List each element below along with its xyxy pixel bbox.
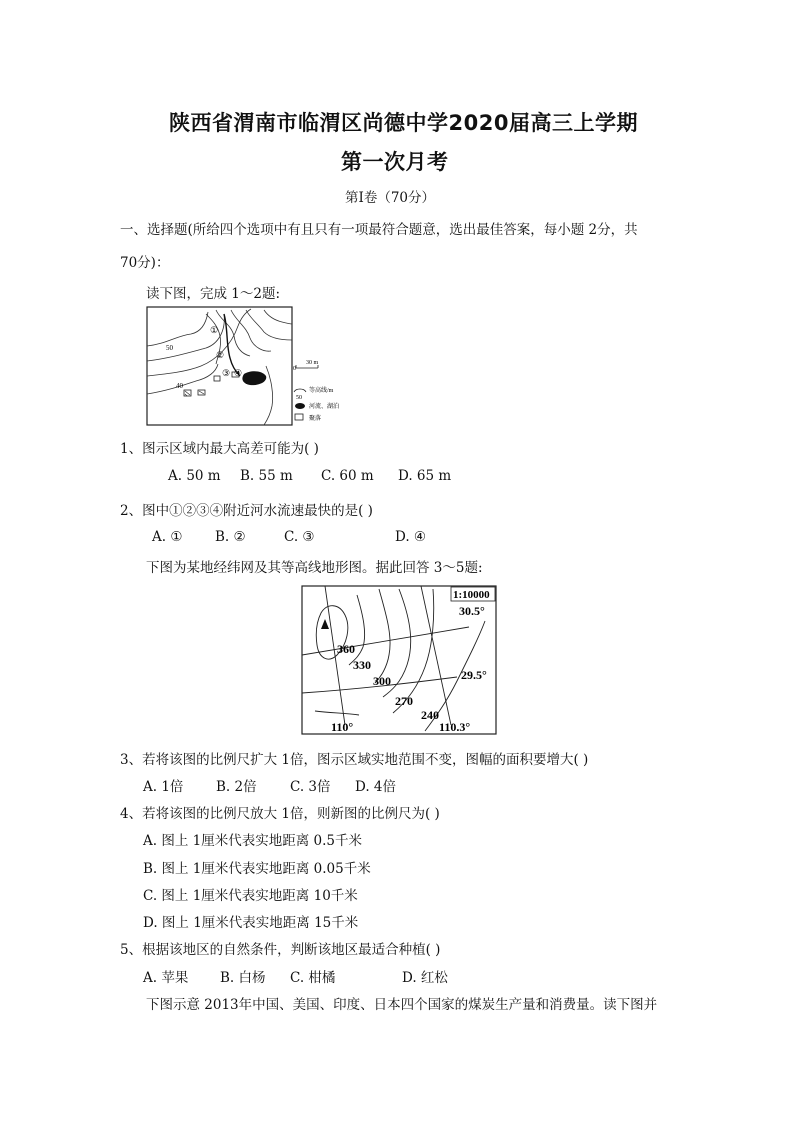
marker-2: ② [216, 350, 225, 360]
legend-contour-label: 等高线/m [309, 388, 334, 394]
peak-icon [321, 619, 329, 629]
legend-lake-label: 河流、湖泊 [309, 404, 340, 410]
lon-east-label: 110.3° [439, 720, 471, 734]
document-title-line1: 陕西省渭南市临渭区尚德中学2020届高三上学期 [169, 111, 638, 135]
scale-label: 30 m [306, 360, 319, 366]
contour-label-360: 360 [337, 642, 355, 656]
legend-village-icon [295, 414, 303, 420]
lat-north-label: 30.5° [459, 604, 485, 618]
question-1-stem: 1、图示区域内最大高差可能为( ) [120, 441, 319, 457]
question-4-option-a: A. 图上 1厘米代表实地距离 0.5千米 [143, 833, 362, 849]
contour-map-figure [146, 306, 361, 428]
section-heading: 第Ⅰ卷（70分） [345, 190, 436, 206]
instructions-line2: 70分)： [120, 255, 170, 271]
contour-label-330: 330 [353, 658, 371, 672]
contour-label-240: 240 [421, 708, 439, 722]
question-4-option-c: C. 图上 1厘米代表实地距离 10千米 [143, 888, 358, 904]
legend-contour-value: 50 [296, 395, 302, 401]
question-4-stem: 4、若将该图的比例尺放大 1倍，则新图的比例尺为( ) [120, 806, 440, 822]
question-3-option-c: C. 3倍 [290, 779, 331, 795]
contour-label-270: 270 [395, 694, 413, 708]
lon-west-label: 110° [331, 720, 354, 734]
question-3-stem: 3、若将该图的比例尺扩大 1倍，图示区域实地范围不变，图幅的面积要增大( ) [120, 752, 589, 768]
instructions-line1: 一、选择题(所给四个选项中有且只有一项最符合题意，选出最佳答案，每小题 2分，共 [120, 222, 638, 238]
question-1-option-a: A. 50 m [168, 468, 221, 484]
question-2-option-d: D. ④ [395, 529, 427, 545]
legend-village-label: 聚落 [309, 416, 322, 422]
question-2-option-b: B. ② [215, 529, 246, 545]
lat-south-label: 29.5° [461, 668, 487, 682]
question-3-option-b: B. 2倍 [216, 779, 257, 795]
question-5-option-a: A. 苹果 [143, 970, 189, 986]
contour-label-50: 50 [166, 344, 173, 352]
figure2-intro: 下图为某地经纬网及其等高线地形图。据此回答 3～5题: [146, 560, 483, 576]
contour-label-40: 40 [176, 382, 183, 390]
latlon-contour-svg [301, 585, 497, 735]
footer-text: 下图示意 2013年中国、美国、印度、日本四个国家的煤炭生产量和消费量。读下图并 [146, 997, 658, 1013]
contour-label-300: 300 [373, 674, 391, 688]
map-scale: 1:10000 [453, 589, 490, 601]
question-4-option-b: B. 图上 1厘米代表实地距离 0.05千米 [143, 861, 371, 877]
marker-4: ④ [234, 368, 243, 378]
question-3-option-a: A. 1倍 [143, 779, 184, 795]
question-1-option-d: D. 65 m [398, 468, 452, 484]
question-5-option-d: D. 红松 [402, 970, 448, 986]
question-3-option-d: D. 4倍 [355, 779, 397, 795]
question-5-option-c: C. 柑橘 [290, 970, 336, 986]
question-4-option-d: D. 图上 1厘米代表实地距离 15千米 [143, 915, 359, 931]
latlon-contour-figure [301, 585, 497, 735]
question-1-option-c: C. 60 m [321, 468, 374, 484]
legend-lake-icon [295, 403, 305, 409]
marker-1: ① [210, 325, 219, 335]
question-1-option-b: B. 55 m [240, 468, 293, 484]
question-5-option-b: B. 白杨 [220, 970, 266, 986]
marker-3: ③ [222, 368, 231, 378]
question-5-stem: 5、根据该地区的自然条件，判断该地区最适合种植( ) [120, 942, 441, 958]
question-2-stem: 2、图中①②③④附近河水流速最快的是( ) [120, 503, 373, 519]
contour-map-svg [146, 306, 361, 428]
figure1-intro: 读下图，完成 1～2题: [146, 286, 281, 302]
question-2-option-a: A. ① [152, 529, 183, 545]
document-title-line2: 第一次月考 [341, 150, 449, 174]
question-2-option-c: C. ③ [284, 529, 315, 545]
legend-contour-icon [294, 389, 306, 392]
scale-zero: 0 [293, 366, 296, 372]
